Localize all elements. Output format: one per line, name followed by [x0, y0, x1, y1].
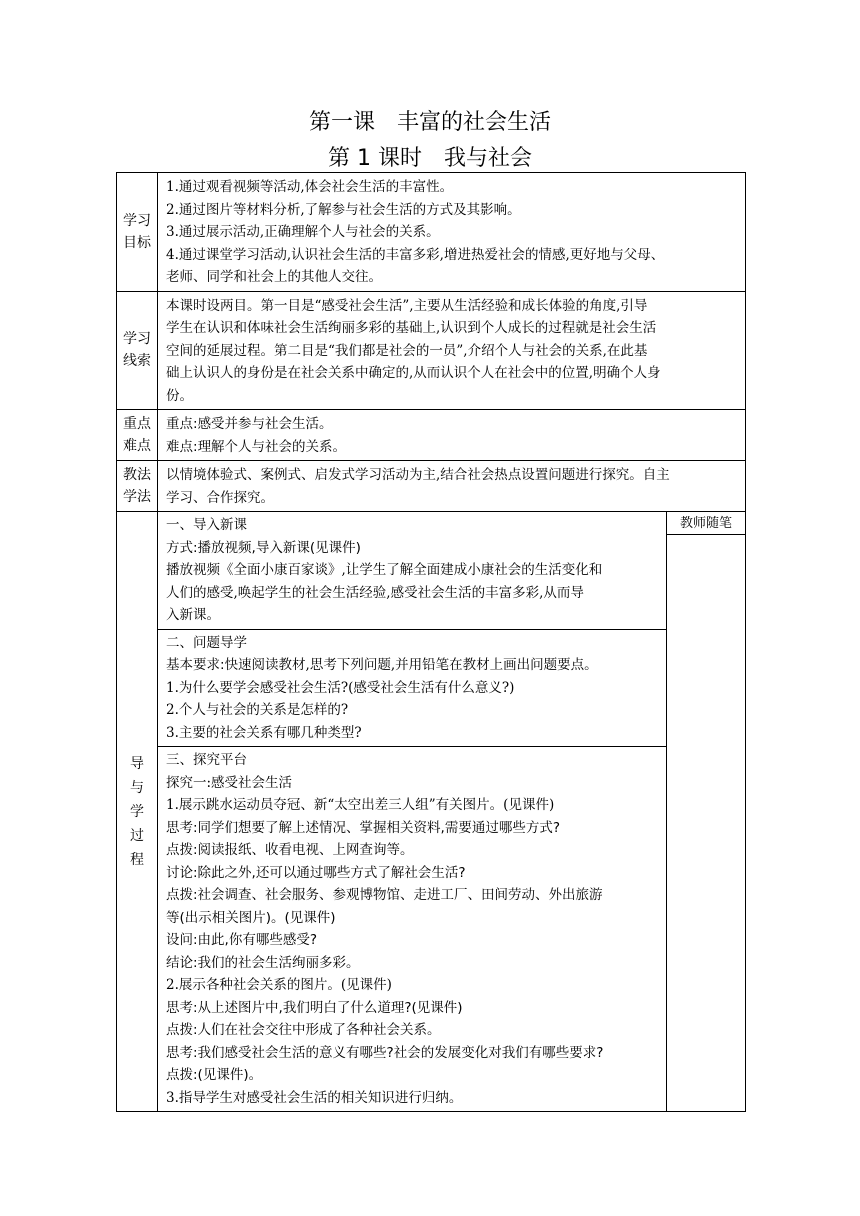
- label-line: 学习: [123, 212, 151, 229]
- explore-line: 点拨:阅读报纸、收看电视、上网查询等。: [166, 842, 414, 858]
- label-keypoints: [117, 410, 158, 461]
- label-methods: [117, 461, 158, 512]
- clue-line: 份。: [166, 387, 193, 404]
- label-clues: [117, 291, 158, 410]
- goal-line: 4.通过课堂学习活动,认识社会生活的丰富多彩,增进热爱社会的情感,更好地与父母、: [166, 246, 665, 263]
- label-char: 与: [130, 779, 144, 796]
- label-char: 学: [130, 803, 144, 820]
- label-line: 目标: [123, 234, 151, 251]
- explore-line: 思考:我们感受社会生活的意义有哪些?社会的发展变化对我们有哪些要求?: [166, 1044, 604, 1061]
- label-line: 学习: [123, 331, 151, 348]
- question-item: 3.主要的社会关系有哪几种类型?: [166, 724, 362, 741]
- intro-line: 入新课。: [166, 607, 220, 623]
- goal-line: 老师、同学和社会上的其他人交往。: [166, 269, 382, 285]
- hard-label: 难点:: [166, 438, 198, 455]
- label-line: 教法: [123, 467, 151, 483]
- label-char: 导: [130, 755, 144, 772]
- lesson-title: 第一课 丰富的社会生活: [308, 110, 551, 135]
- keypoints-content: [158, 410, 746, 461]
- question-item: 1.为什么要学会感受社会生活?(感受社会生活有什么意义?): [166, 679, 515, 696]
- row-process: [117, 512, 746, 1112]
- label-line: 线索: [123, 353, 151, 370]
- explore-line: 等(出示相关图片)。(见课件): [166, 909, 336, 926]
- explore-line: 结论:我们的社会生活绚丽多彩。: [166, 954, 360, 971]
- goal-line: 3.通过展示活动,正确理解个人与社会的关系。: [166, 224, 440, 240]
- clue-line: 学生在认识和体味社会生活绚丽多彩的基础上,认识到个人成长的过程就是社会生活: [166, 320, 657, 336]
- method-line: 以情境体验式、案例式、启发式学习活动为主,结合社会热点设置问题进行探究。自主: [166, 467, 670, 483]
- process-content: [158, 512, 667, 1112]
- goal-line: 1.通过观看视频等活动,体会社会生活的丰富性。: [166, 179, 454, 195]
- goals-content: [158, 173, 746, 292]
- explore-line: 讨论:除此之外,还可以通过哪些方式了解社会生活?: [166, 864, 466, 881]
- section-questions: [158, 630, 666, 748]
- section-heading: 一、导入新课: [166, 517, 247, 533]
- intro-method: 方式:播放视频,导入新课(见课件): [166, 539, 361, 556]
- section-intro: [158, 512, 666, 630]
- label-line: 学法: [123, 489, 151, 505]
- question-item: 2.个人与社会的关系是怎样的?: [166, 702, 349, 718]
- goal-line: 2.通过图片等材料分析,了解参与社会生活的方式及其影响。: [166, 201, 521, 218]
- clues-content: [158, 291, 746, 410]
- label-process: [117, 512, 158, 1112]
- key-label: 重点:: [166, 416, 198, 432]
- label-line: 重点: [123, 416, 151, 432]
- row-keypoints: [117, 410, 746, 461]
- teacher-notes-column: [667, 512, 746, 1112]
- teacher-notes-header: 教师随笔: [667, 514, 745, 535]
- explore-line: 点拨:社会调查、社会服务、参观博物馆、走进工厂、田间劳动、外出旅游: [166, 887, 603, 903]
- explore-item: 2.展示各种社会关系的图片。(见课件): [166, 977, 392, 993]
- section-explore: [158, 747, 666, 1111]
- label-line: 难点: [123, 438, 151, 454]
- requirement-text: 快速阅读教材,思考下列问题,并用铅笔在教材上画出问题要点。: [224, 657, 598, 673]
- lesson-subtitle: 第 1 课时 我与社会: [328, 146, 532, 171]
- explore-item: 3.指导学生对感受社会生活的相关知识进行归纳。: [166, 1089, 463, 1106]
- explore-item: 1.展示跳水运动员夺冠、新“太空出差三人组”有关图片。(见课件): [166, 797, 555, 813]
- explore-line: 思考:同学们想要了解上述情况、掌握相关资料,需要通过哪些方式?: [166, 819, 561, 836]
- section-heading: 三、探究平台: [166, 752, 247, 768]
- explore-line: 设问:由此,你有哪些感受?: [166, 932, 318, 948]
- key-text: 感受并参与社会生活。: [197, 416, 333, 432]
- explore-title: 探究一:感受社会生活: [166, 774, 293, 791]
- explore-line: 点拨:(见课件)。: [166, 1067, 263, 1083]
- requirement-label: 基本要求:: [166, 657, 225, 673]
- intro-line: 人们的感受,唤起学生的社会生活经验,感受社会生活的丰富多彩,从而导: [166, 584, 584, 601]
- clue-line: 本课时设两目。第一目是“感受社会生活”,主要从生活经验和成长体验的角度,引导: [166, 297, 648, 314]
- methods-content: [158, 461, 746, 512]
- label-char: 程: [130, 851, 144, 868]
- explore-line: 思考:从上述图片中,我们明白了什么道理?(见课件): [166, 999, 463, 1016]
- label-char: 过: [130, 827, 144, 844]
- row-goals: [117, 173, 746, 292]
- row-methods: [117, 461, 746, 512]
- lesson-plan-table: [116, 172, 746, 1112]
- intro-line: 播放视频《全面小康百家谈》,让学生了解全面建成小康社会的生活变化和: [166, 562, 603, 578]
- method-line: 学习、合作探究。: [166, 489, 274, 506]
- row-clues: [117, 291, 746, 410]
- label-goals: [117, 173, 158, 292]
- hard-text: 理解个人与社会的关系。: [197, 438, 347, 455]
- clue-line: 础上认识人的身份是在社会关系中确定的,从而认识个人在社会中的位置,明确个人身: [166, 365, 661, 381]
- clue-line: 空间的延展过程。第二目是“我们都是社会的一员”,介绍个人与社会的关系,在此基: [166, 342, 648, 359]
- section-heading: 二、问题导学: [166, 634, 247, 651]
- explore-line: 点拨:人们在社会交往中形成了各种社会关系。: [166, 1022, 441, 1038]
